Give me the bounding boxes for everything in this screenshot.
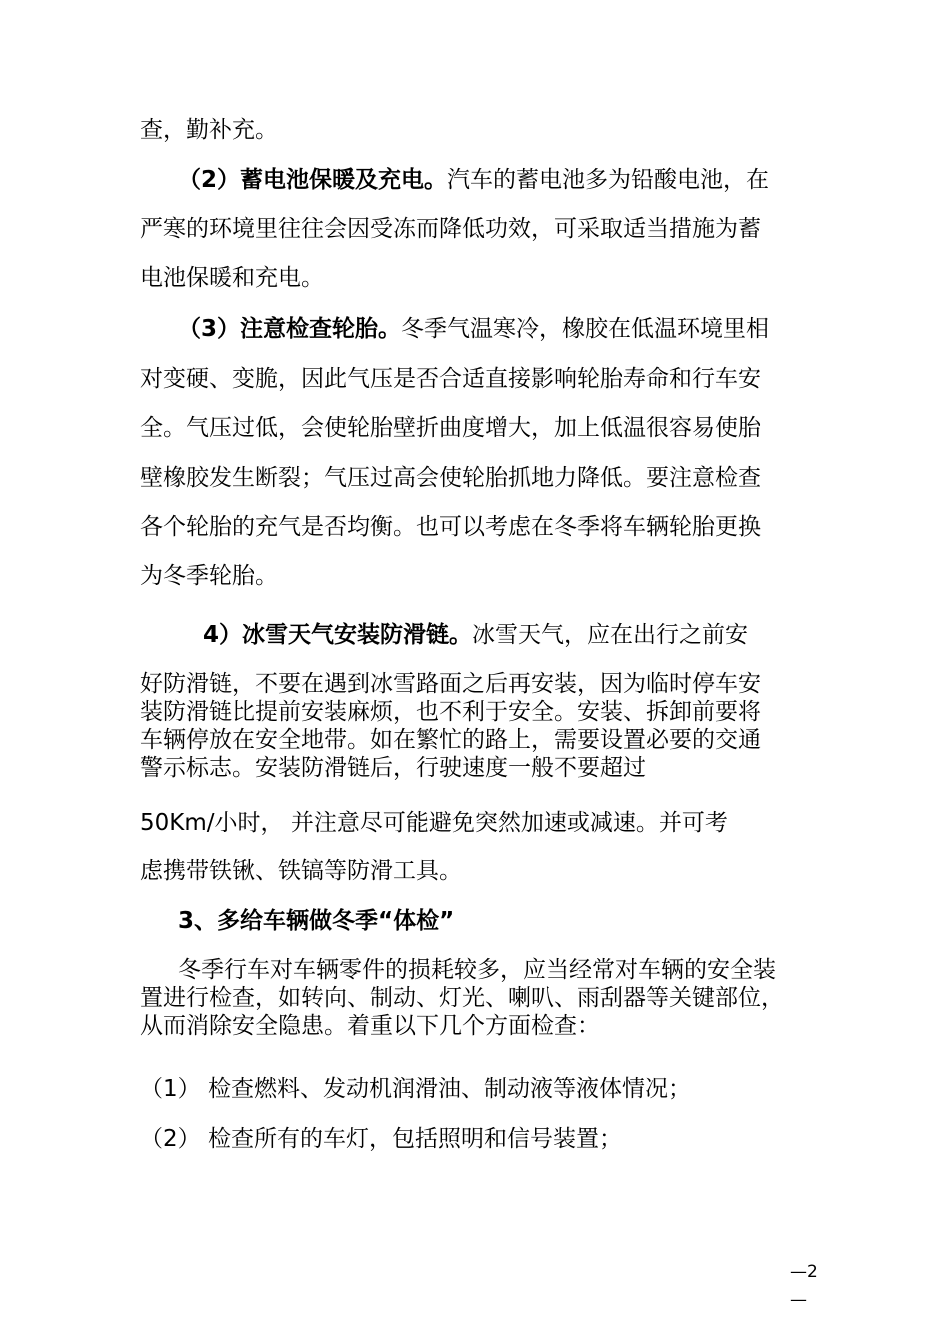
paragraph-line: 全。气压过低，会使轮胎壁折曲度增大，加上低温很容易使胎 <box>140 415 761 441</box>
paragraph-line: 对变硬、变脆，因此气压是否合适直接影响轮胎寿命和行车安 <box>140 366 761 392</box>
page-number: —2 <box>790 1262 818 1282</box>
paragraph-line: 从而消除安全隐患。着重以下几个方面检查： <box>140 1013 600 1039</box>
item-heading: （2）蓄电池保暖及充电。 <box>178 167 448 193</box>
paragraph-text: 汽车的蓄电池多为铅酸电池，在 <box>447 167 770 193</box>
paragraph-line: 各个轮胎的充气是否均衡。也可以考虑在冬季将车辆轮胎更换 <box>140 514 761 540</box>
paragraph-text: 冰雪天气，应在出行之前安 <box>472 622 749 648</box>
paragraph-line: 好防滑链，不要在遇到冰雪路面之后再安装，因为临时停车安 <box>140 671 761 697</box>
list-item: （2） 检查所有的车灯，包括照明和信号装置； <box>140 1126 622 1152</box>
paragraph-line: 置进行检查，如转向、制动、灯光、喇叭、雨刮器等关键部位， <box>140 985 784 1011</box>
page-number-dash: — <box>790 1290 807 1310</box>
paragraph-line: 虑携带铁锹、铁镐等防滑工具。 <box>140 858 462 884</box>
paragraph-line: 冬季行车对车辆零件的损耗较多，应当经常对车辆的安全装 <box>178 957 776 983</box>
paragraph-line: 查，勤补充。 <box>140 117 278 143</box>
paragraph-line: 严寒的环境里往往会因受冻而降低功效，可采取适当措施为蓄 <box>140 216 761 242</box>
paragraph-text: 冬季气温寒冷，橡胶在低温环境里相 <box>401 316 770 342</box>
paragraph-line: 为冬季轮胎。 <box>140 563 278 589</box>
item-heading: 4）冰雪天气安装防滑链。 <box>203 622 473 648</box>
paragraph-line: 警示标志。安装防滑链后，行驶速度一般不要超过 <box>140 755 646 781</box>
paragraph-line <box>178 314 769 344</box>
list-item: （1） 检查燃料、发动机润滑油、制动液等液体情况； <box>140 1076 691 1102</box>
paragraph-line <box>203 620 748 650</box>
paragraph-line: 车辆停放在安全地带。如在繁忙的路上，需要设置必要的交通 <box>140 727 761 753</box>
item-heading: （3）注意检查轮胎。 <box>178 316 402 342</box>
paragraph-line: 壁橡胶发生断裂；气压过高会使轮胎抓地力降低。要注意检查 <box>140 465 761 491</box>
paragraph-line <box>178 165 769 195</box>
paragraph-line: 装防滑链比提前安装麻烦，也不利于安全。安装、拆卸前要将 <box>140 699 761 725</box>
paragraph-line: 电池保暖和充电。 <box>140 265 324 291</box>
paragraph-line: 50Km/小时， 并注意尽可能避免突然加速或减速。并可考 <box>140 810 728 836</box>
section-heading: 3、多给车辆做冬季“体检” <box>178 908 455 934</box>
